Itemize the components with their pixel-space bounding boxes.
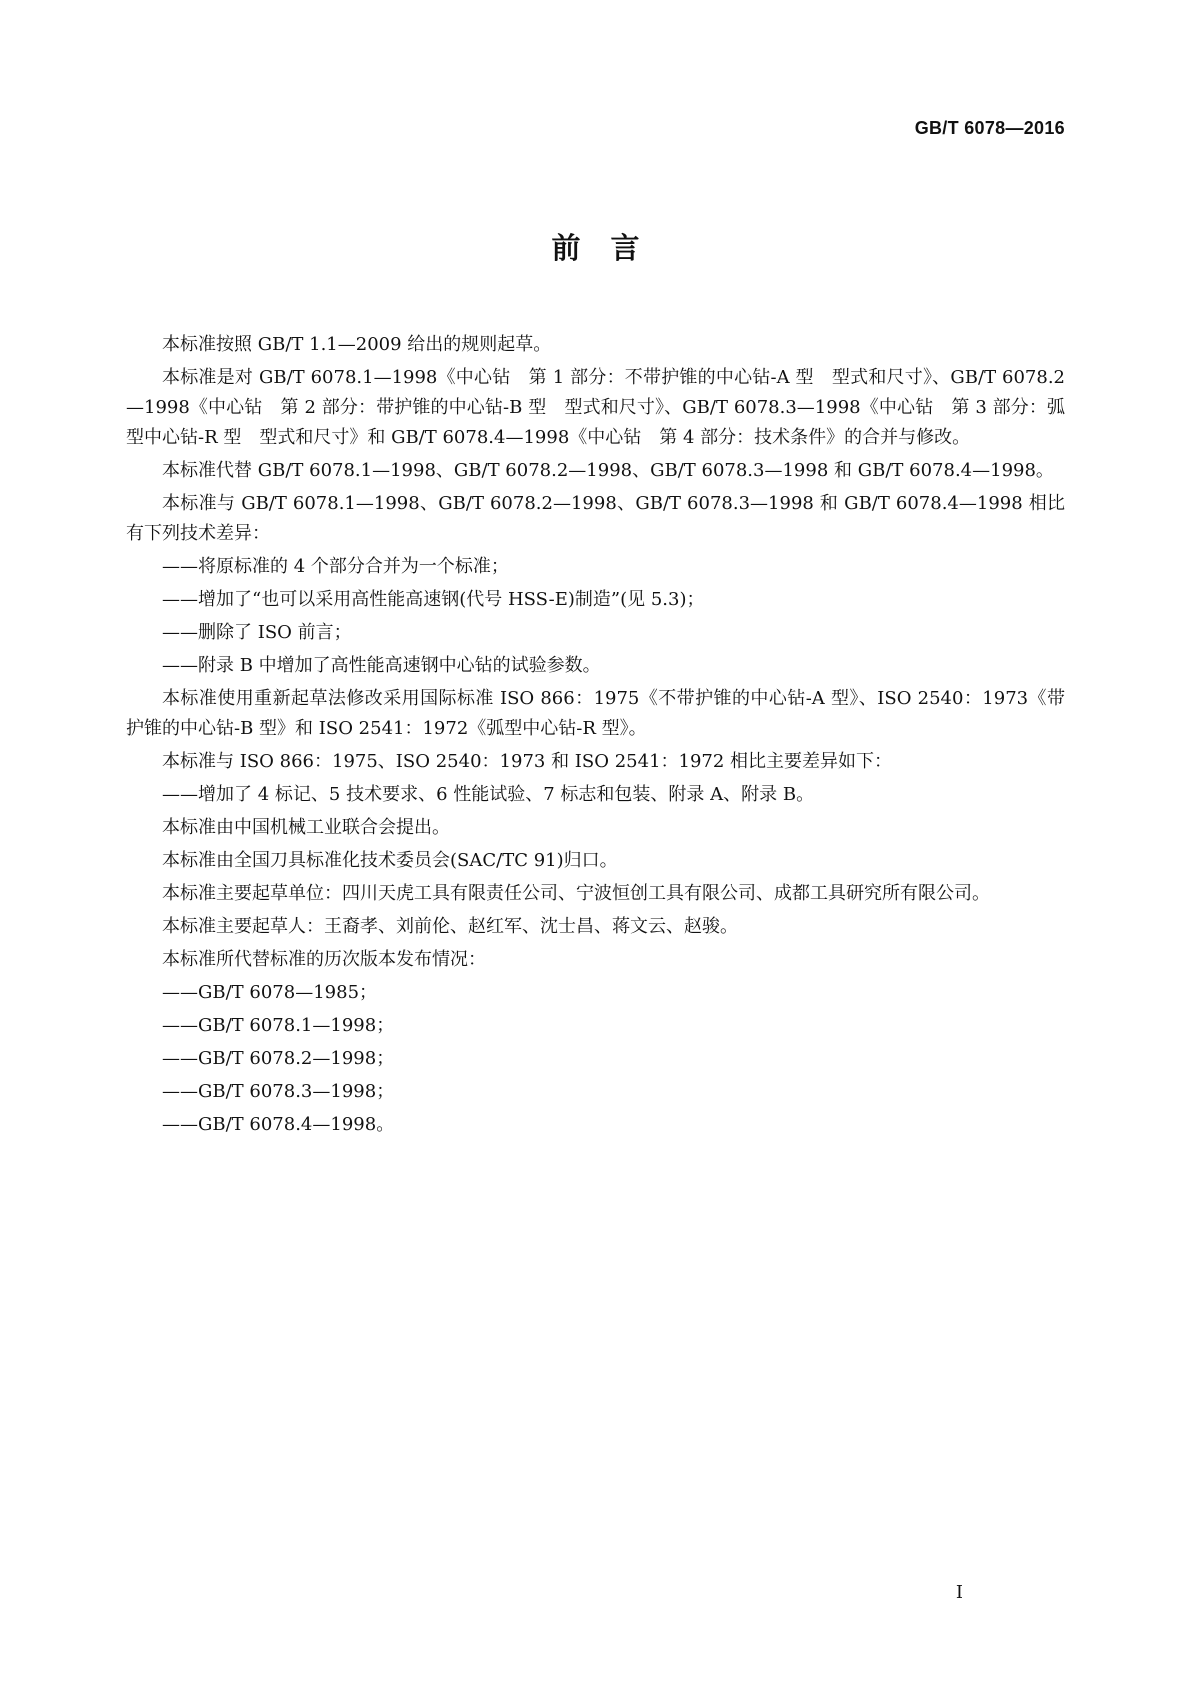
list-item: ——GB/T 6078.3—1998； [162, 1081, 395, 1102]
list-item: ——删除了 ISO 前言； [162, 622, 352, 643]
paragraph-drafters: 本标准主要起草人：王裔孝、刘前伦、赵红军、沈士昌、蒋文云、赵骏。 [162, 916, 738, 937]
list-item: ——增加了“也可以采用高性能高速钢(代号 HSS-E)制造”(见 5.3)； [162, 589, 705, 610]
list-item: ——增加了 4 标记、5 技术要求、6 性能试验、7 标志和包装、附录 A、附录 B。 [162, 784, 815, 805]
list-item: ——附录 B 中增加了高性能高速钢中心钻的试验参数。 [162, 655, 601, 676]
page-number: I [955, 1582, 963, 1603]
list-item: ——将原标准的 4 个部分合并为一个标准； [162, 556, 509, 577]
paragraph-iso-differences: 本标准与 ISO 866：1975、ISO 2540：1973 和 ISO 2541：1972 相比主要差异如下： [162, 751, 893, 772]
paragraph-drafting-units: 本标准主要起草单位：四川天虎工具有限责任公司、宁波恒创工具有限公司、成都工具研究所有限公司。 [162, 883, 990, 904]
page-title: 前言 [551, 231, 670, 265]
standard-code: GB/T 6078—2016 [914, 118, 1065, 138]
document-body [126, 330, 1065, 1143]
list-item: ——GB/T 6078.2—1998； [162, 1048, 395, 1069]
paragraph-previous-editions: 本标准所代替标准的历次版本发布情况： [162, 949, 486, 970]
paragraph-iso-adoption: 本标准使用重新起草法修改采用国际标准 ISO 866：1975《不带护锥的中心钻-A 型》、ISO 2540：1973《带护锥的中心钻-B 型》和 ISO 2541：1972《弧型中心钻-R 型》。 [126, 688, 1065, 739]
paragraph-drafting-rules: 本标准按照 GB/T 1.1—2009 给出的规则起草。 [162, 334, 552, 355]
paragraph-technical-differences: 本标准与 GB/T 6078.1—1998、GB/T 6078.2—1998、GB/T 6078.3—1998 和 GB/T 6078.4—1998 相比有下列技术差异： [126, 493, 1065, 544]
list-item: ——GB/T 6078—1985； [162, 982, 378, 1003]
paragraph-proposed-by: 本标准由中国机械工业联合会提出。 [162, 817, 450, 838]
paragraph-replaces: 本标准代替 GB/T 6078.1—1998、GB/T 6078.2—1998、GB/T 6078.3—1998 和 GB/T 6078.4—1998。 [162, 460, 1054, 481]
paragraph-merge-revision: 本标准是对 GB/T 6078.1—1998《中心钻 第 1 部分：不带护锥的中心钻-A 型 型式和尺寸》、GB/T 6078.2—1998《中心钻 第 2 部分：带护锥的中心钻-B 型 型式和尺寸》、GB/T 6078.3—1998《中心钻 第 3 部分：弧型中心钻-R 型 型式和尺寸》和 GB/T 6078.4—1998《中心钻 第 4 部分：技术条件》的合并与修改。 [126, 367, 1065, 448]
list-item: ——GB/T 6078.1—1998； [162, 1015, 395, 1036]
list-item: ——GB/T 6078.4—1998。 [162, 1114, 395, 1135]
paragraph-technical-committee: 本标准由全国刀具标准化技术委员会(SAC/TC 91)归口。 [162, 850, 618, 871]
